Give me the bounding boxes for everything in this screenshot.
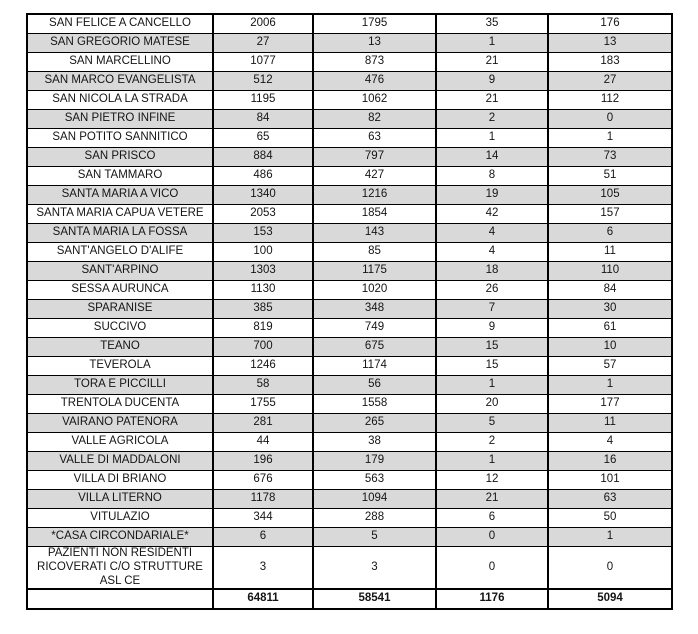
value-cell: 143 <box>313 224 436 243</box>
value-cell: 6 <box>548 224 672 243</box>
table-row <box>27 186 672 205</box>
value-cell: 30 <box>548 300 672 319</box>
table-row <box>27 262 672 281</box>
value-cell: 56 <box>313 376 436 395</box>
value-cell: 2006 <box>213 14 313 34</box>
municipality-cell: SUCCIVO <box>27 319 213 338</box>
value-cell: 58 <box>213 376 313 395</box>
value-cell: 196 <box>213 452 313 471</box>
table-row <box>27 205 672 224</box>
municipality-cell: SAN MARCO EVANGELISTA <box>27 72 213 91</box>
municipality-cell: VALLE DI MADDALONI <box>27 452 213 471</box>
table-row <box>27 547 672 590</box>
municipality-cell: SANTA MARIA LA FOSSA <box>27 224 213 243</box>
value-cell: 13 <box>313 34 436 53</box>
table-row <box>27 148 672 167</box>
value-cell: 11 <box>548 243 672 262</box>
value-cell: 112 <box>548 91 672 110</box>
municipality-cell: SESSA AURUNCA <box>27 281 213 300</box>
value-cell: 476 <box>313 72 436 91</box>
value-cell: 676 <box>213 471 313 490</box>
totals-value-cell: 64811 <box>213 589 313 609</box>
value-cell: 85 <box>313 243 436 262</box>
totals-label-cell <box>27 589 213 609</box>
value-cell: 21 <box>436 490 548 509</box>
table-row <box>27 34 672 53</box>
value-cell: 15 <box>436 338 548 357</box>
value-cell: 1340 <box>213 186 313 205</box>
table-row <box>27 72 672 91</box>
value-cell: 51 <box>548 167 672 186</box>
value-cell: 427 <box>313 167 436 186</box>
municipality-cell: SANTA MARIA A VICO <box>27 186 213 205</box>
value-cell: 2 <box>436 110 548 129</box>
value-cell: 110 <box>548 262 672 281</box>
value-cell: 21 <box>436 53 548 72</box>
table-row <box>27 414 672 433</box>
table-row <box>27 110 672 129</box>
value-cell: 153 <box>213 224 313 243</box>
value-cell: 884 <box>213 148 313 167</box>
value-cell: 797 <box>313 148 436 167</box>
value-cell: 15 <box>436 357 548 376</box>
table-row <box>27 338 672 357</box>
table-row <box>27 490 672 509</box>
value-cell: 1216 <box>313 186 436 205</box>
municipality-cell: VALLE AGRICOLA <box>27 433 213 452</box>
value-cell: 183 <box>548 53 672 72</box>
value-cell: 73 <box>548 148 672 167</box>
table-row <box>27 167 672 186</box>
table-row <box>27 471 672 490</box>
table-row <box>27 528 672 547</box>
value-cell: 50 <box>548 509 672 528</box>
table-row <box>27 452 672 471</box>
value-cell: 385 <box>213 300 313 319</box>
value-cell: 14 <box>436 148 548 167</box>
municipality-cell: *CASA CIRCONDARIALE* <box>27 528 213 547</box>
value-cell: 1062 <box>313 91 436 110</box>
municipality-cell: SAN MARCELLINO <box>27 53 213 72</box>
value-cell: 0 <box>548 547 672 590</box>
value-cell: 675 <box>313 338 436 357</box>
value-cell: 1094 <box>313 490 436 509</box>
value-cell: 700 <box>213 338 313 357</box>
value-cell: 0 <box>436 547 548 590</box>
value-cell: 20 <box>436 395 548 414</box>
municipality-cell: TORA E PICCILLI <box>27 376 213 395</box>
value-cell: 13 <box>548 34 672 53</box>
municipality-cell: SAN NICOLA LA STRADA <box>27 91 213 110</box>
value-cell: 27 <box>213 34 313 53</box>
value-cell: 82 <box>313 110 436 129</box>
value-cell: 1 <box>436 129 548 148</box>
municipality-cell: VILLA LITERNO <box>27 490 213 509</box>
municipality-cell: SAN FELICE A CANCELLO <box>27 14 213 34</box>
value-cell: 5 <box>313 528 436 547</box>
value-cell: 7 <box>436 300 548 319</box>
value-cell: 1077 <box>213 53 313 72</box>
municipality-cell: TEVEROLA <box>27 357 213 376</box>
value-cell: 63 <box>548 490 672 509</box>
value-cell: 1303 <box>213 262 313 281</box>
value-cell: 6 <box>213 528 313 547</box>
value-cell: 16 <box>548 452 672 471</box>
value-cell: 1246 <box>213 357 313 376</box>
value-cell: 1755 <box>213 395 313 414</box>
value-cell: 35 <box>436 14 548 34</box>
value-cell: 179 <box>313 452 436 471</box>
value-cell: 61 <box>548 319 672 338</box>
value-cell: 8 <box>436 167 548 186</box>
value-cell: 18 <box>436 262 548 281</box>
value-cell: 42 <box>436 205 548 224</box>
value-cell: 512 <box>213 72 313 91</box>
table-row <box>27 224 672 243</box>
value-cell: 4 <box>436 243 548 262</box>
table-row <box>27 243 672 262</box>
value-cell: 1 <box>548 129 672 148</box>
value-cell: 11 <box>548 414 672 433</box>
value-cell: 9 <box>436 319 548 338</box>
value-cell: 1558 <box>313 395 436 414</box>
value-cell: 0 <box>436 528 548 547</box>
value-cell: 0 <box>548 110 672 129</box>
value-cell: 2053 <box>213 205 313 224</box>
municipality-cell: SAN PRISCO <box>27 148 213 167</box>
value-cell: 5 <box>436 414 548 433</box>
value-cell: 44 <box>213 433 313 452</box>
table-row <box>27 509 672 528</box>
value-cell: 105 <box>548 186 672 205</box>
value-cell: 3 <box>313 547 436 590</box>
value-cell: 9 <box>436 72 548 91</box>
table-row <box>27 53 672 72</box>
value-cell: 26 <box>436 281 548 300</box>
value-cell: 38 <box>313 433 436 452</box>
value-cell: 4 <box>548 433 672 452</box>
value-cell: 65 <box>213 129 313 148</box>
value-cell: 6 <box>436 509 548 528</box>
value-cell: 1175 <box>313 262 436 281</box>
municipality-cell: SANT'ARPINO <box>27 262 213 281</box>
value-cell: 12 <box>436 471 548 490</box>
municipality-cell: SAN GREGORIO MATESE <box>27 34 213 53</box>
value-cell: 1854 <box>313 205 436 224</box>
value-cell: 100 <box>213 243 313 262</box>
value-cell: 1 <box>436 376 548 395</box>
municipality-cell: TEANO <box>27 338 213 357</box>
table-row <box>27 433 672 452</box>
table-row <box>27 129 672 148</box>
value-cell: 265 <box>313 414 436 433</box>
value-cell: 2 <box>436 433 548 452</box>
totals-value-cell: 1176 <box>436 589 548 609</box>
value-cell: 4 <box>436 224 548 243</box>
municipality-cell: SAN TAMMARO <box>27 167 213 186</box>
value-cell: 1 <box>548 528 672 547</box>
value-cell: 177 <box>548 395 672 414</box>
totals-value-cell: 58541 <box>313 589 436 609</box>
municipality-cell: SANT'ANGELO D'ALIFE <box>27 243 213 262</box>
municipality-cell: VITULAZIO <box>27 509 213 528</box>
municipality-cell: PAZIENTI NON RESIDENTI RICOVERATI C/O STRUTTURE ASL CE <box>27 547 213 590</box>
table-row <box>27 376 672 395</box>
municipality-cell: SANTA MARIA CAPUA VETERE <box>27 205 213 224</box>
totals-row <box>27 589 672 609</box>
value-cell: 1020 <box>313 281 436 300</box>
value-cell: 486 <box>213 167 313 186</box>
value-cell: 1174 <box>313 357 436 376</box>
municipality-cell: VAIRANO PATENORA <box>27 414 213 433</box>
value-cell: 63 <box>313 129 436 148</box>
table-row <box>27 14 672 34</box>
totals-value-cell: 5094 <box>548 589 672 609</box>
municipality-cell: TRENTOLA DUCENTA <box>27 395 213 414</box>
value-cell: 1 <box>436 34 548 53</box>
table-row <box>27 395 672 414</box>
table-row <box>27 300 672 319</box>
value-cell: 1178 <box>213 490 313 509</box>
table-row <box>27 281 672 300</box>
value-cell: 27 <box>548 72 672 91</box>
table-row <box>27 357 672 376</box>
value-cell: 873 <box>313 53 436 72</box>
value-cell: 819 <box>213 319 313 338</box>
value-cell: 84 <box>548 281 672 300</box>
value-cell: 1130 <box>213 281 313 300</box>
table-body <box>27 14 672 589</box>
value-cell: 563 <box>313 471 436 490</box>
municipality-table <box>26 13 673 610</box>
value-cell: 10 <box>548 338 672 357</box>
value-cell: 19 <box>436 186 548 205</box>
value-cell: 84 <box>213 110 313 129</box>
value-cell: 101 <box>548 471 672 490</box>
municipality-cell: SAN PIETRO INFINE <box>27 110 213 129</box>
value-cell: 57 <box>548 357 672 376</box>
value-cell: 1195 <box>213 91 313 110</box>
value-cell: 348 <box>313 300 436 319</box>
municipality-cell: SPARANISE <box>27 300 213 319</box>
table-row <box>27 91 672 110</box>
value-cell: 281 <box>213 414 313 433</box>
value-cell: 749 <box>313 319 436 338</box>
value-cell: 3 <box>213 547 313 590</box>
municipality-cell: VILLA DI BRIANO <box>27 471 213 490</box>
value-cell: 344 <box>213 509 313 528</box>
value-cell: 157 <box>548 205 672 224</box>
value-cell: 1 <box>548 376 672 395</box>
value-cell: 176 <box>548 14 672 34</box>
value-cell: 21 <box>436 91 548 110</box>
table-footer <box>27 589 672 609</box>
value-cell: 288 <box>313 509 436 528</box>
value-cell: 1795 <box>313 14 436 34</box>
table-row <box>27 319 672 338</box>
value-cell: 1 <box>436 452 548 471</box>
municipality-cell: SAN POTITO SANNITICO <box>27 129 213 148</box>
